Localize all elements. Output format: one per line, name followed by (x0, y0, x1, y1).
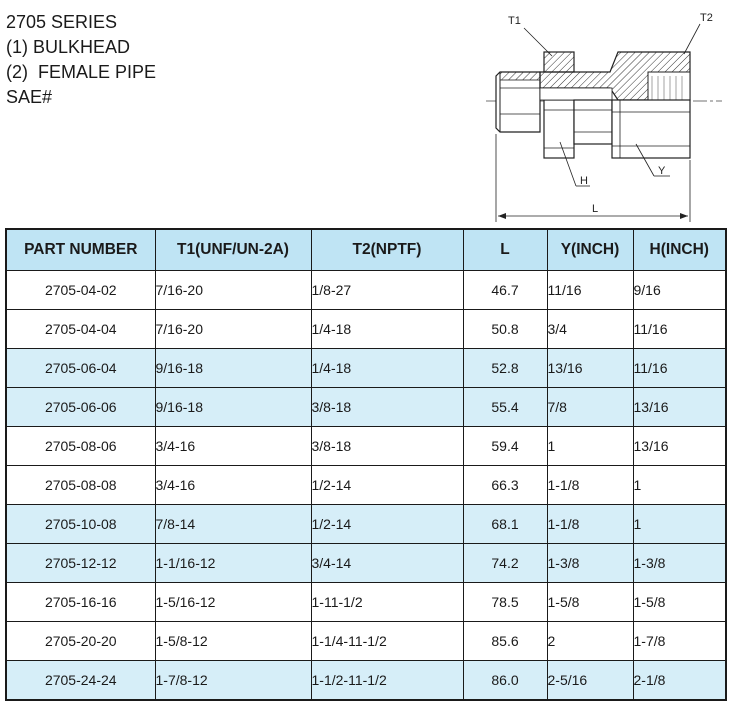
y-cell: 1-3/8 (547, 544, 633, 583)
y-cell: 7/8 (547, 388, 633, 427)
h-cell: 11/16 (633, 349, 726, 388)
specs-table (5, 228, 727, 701)
t2-cell: 1/8-27 (311, 271, 463, 310)
sae-label: SAE# (6, 87, 53, 107)
part-number-cell: 2705-10-08 (6, 505, 155, 544)
table-row (6, 466, 726, 505)
y-cell: 1-1/8 (547, 505, 633, 544)
h-cell: 13/16 (633, 427, 726, 466)
col-y: Y(INCH) (547, 229, 633, 271)
table-body (6, 271, 726, 701)
t2-cell: 1/2-14 (311, 505, 463, 544)
l-cell: 46.7 (463, 271, 547, 310)
part-number-cell: 2705-08-06 (6, 427, 155, 466)
h-cell: 1-7/8 (633, 622, 726, 661)
part-number-cell: 2705-06-04 (6, 349, 155, 388)
h-cell: 1 (633, 466, 726, 505)
female-pipe-label: (2) FEMALE PIPE (6, 62, 157, 82)
col-t2: T2(NPTF) (311, 229, 463, 271)
part-number-cell: 2705-16-16 (6, 583, 155, 622)
y-cell: 11/16 (547, 271, 633, 310)
t1-label: T1 (508, 15, 521, 27)
part-number-cell: 2705-08-08 (6, 466, 155, 505)
t1-cell: 3/4-16 (155, 427, 311, 466)
series-title: 2705 SERIES (6, 12, 118, 32)
t1-cell: 1-5/16-12 (155, 583, 311, 622)
t2-callout (684, 12, 713, 54)
table-row (6, 622, 726, 661)
table-row (6, 349, 726, 388)
h-cell: 11/16 (633, 310, 726, 349)
table-row (6, 544, 726, 583)
t2-cell: 3/4-14 (311, 544, 463, 583)
part-number-cell: 2705-20-20 (6, 622, 155, 661)
part-number-cell: 2705-04-04 (6, 310, 155, 349)
part-number-cell: 2705-12-12 (6, 544, 155, 583)
h-cell: 13/16 (633, 388, 726, 427)
l-cell: 74.2 (463, 544, 547, 583)
t1-cell: 9/16-18 (155, 388, 311, 427)
col-t1: T1(UNF/UN-2A) (155, 229, 311, 271)
h-label: H (580, 175, 588, 187)
t1-callout (508, 15, 552, 56)
table-row (6, 271, 726, 310)
part-number-cell: 2705-24-24 (6, 661, 155, 701)
y-cell: 1 (547, 427, 633, 466)
t2-label: T2 (700, 12, 713, 24)
y-cell: 3/4 (547, 310, 633, 349)
h-cell: 1 (633, 505, 726, 544)
part-number-cell: 2705-06-06 (6, 388, 155, 427)
t1-cell: 7/16-20 (155, 271, 311, 310)
l-cell: 50.8 (463, 310, 547, 349)
t2-cell: 1-1/4-11-1/2 (311, 622, 463, 661)
col-part-number: PART NUMBER (6, 229, 155, 271)
h-cell: 1-3/8 (633, 544, 726, 583)
table-row (6, 388, 726, 427)
l-label: L (592, 203, 599, 215)
l-cell: 59.4 (463, 427, 547, 466)
bulkhead-nut (544, 52, 574, 158)
h-cell: 2-1/8 (633, 661, 726, 701)
t2-cell: 3/8-18 (311, 427, 463, 466)
t1-cell: 7/16-20 (155, 310, 311, 349)
l-cell: 85.6 (463, 622, 547, 661)
t2-cell: 1/2-14 (311, 466, 463, 505)
t2-cell: 1-11-1/2 (311, 583, 463, 622)
fitting-diagram (478, 4, 730, 224)
t1-cell: 9/16-18 (155, 349, 311, 388)
table-header-row (6, 229, 726, 271)
t2-cell: 1/4-18 (311, 310, 463, 349)
l-cell: 68.1 (463, 505, 547, 544)
y-label: Y (658, 165, 666, 177)
table-row (6, 427, 726, 466)
t2-cell: 1-1/2-11-1/2 (311, 661, 463, 701)
male-thread-end (496, 72, 540, 132)
y-cell: 1-1/8 (547, 466, 633, 505)
h-cell: 9/16 (633, 271, 726, 310)
t2-cell: 3/8-18 (311, 388, 463, 427)
l-cell: 78.5 (463, 583, 547, 622)
y-cell: 1-5/8 (547, 583, 633, 622)
table-row (6, 310, 726, 349)
t1-cell: 7/8-14 (155, 505, 311, 544)
col-h: H(INCH) (633, 229, 726, 271)
l-cell: 86.0 (463, 661, 547, 701)
series-title-block (6, 10, 156, 110)
t2-cell: 1/4-18 (311, 349, 463, 388)
part-number-cell: 2705-04-02 (6, 271, 155, 310)
t1-cell: 1-1/16-12 (155, 544, 311, 583)
table-row (6, 661, 726, 701)
l-cell: 66.3 (463, 466, 547, 505)
y-cell: 2-5/16 (547, 661, 633, 701)
t1-cell: 1-7/8-12 (155, 661, 311, 701)
l-cell: 52.8 (463, 349, 547, 388)
t1-cell: 3/4-16 (155, 466, 311, 505)
y-cell: 13/16 (547, 349, 633, 388)
table-row (6, 505, 726, 544)
col-l: L (463, 229, 547, 271)
t1-cell: 1-5/8-12 (155, 622, 311, 661)
y-cell: 2 (547, 622, 633, 661)
bulkhead-label: (1) BULKHEAD (6, 37, 131, 57)
l-cell: 55.4 (463, 388, 547, 427)
table-row (6, 583, 726, 622)
h-cell: 1-5/8 (633, 583, 726, 622)
